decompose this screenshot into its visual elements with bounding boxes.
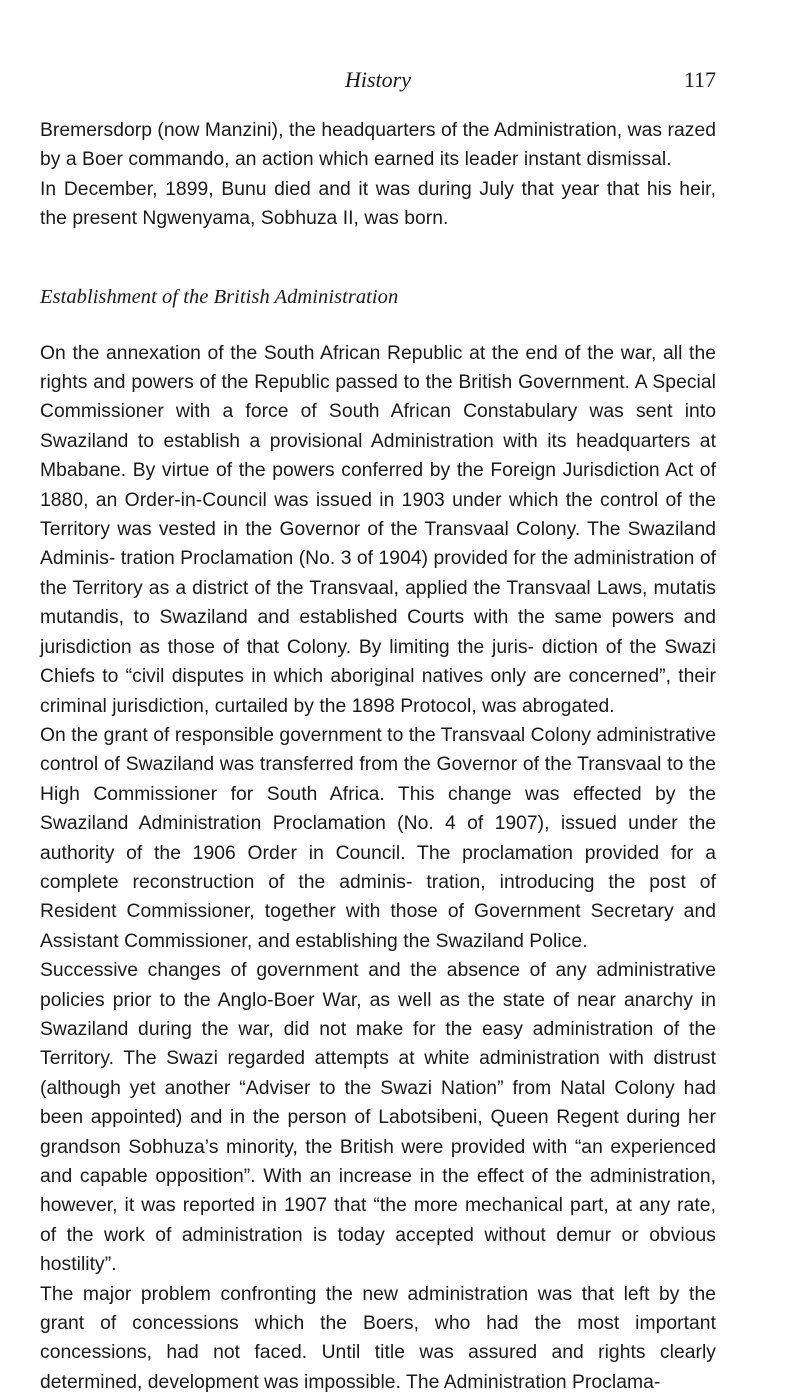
paragraph: On the annexation of the South African Republic at the end of the war, all the rights and powers of the Republic passed to the British Government. A Special Commissioner with a force of South African Constabulary was sent into Swaziland to establish a provisional Administration with its headquarters at Mbabane. By virtue of the powers conferred by the Foreign Jurisdiction Act of 1880, an Order-in-Council was issued in 1903 under which the control of the Territory was vested in the Governor of the Transvaal Colony. The Swaziland Adminis- tration Proclamation (No. 3 of 1904) provided for the administration of the Territory as a district of the Transvaal, applied the Transvaal Laws, mutatis mutandis, to Swaziland and established Courts with the same powers and jurisdiction as those of that Colony. By limiting the juris- diction of the Swazi Chiefs to “civil disputes in which aboriginal natives only are concerned”, their criminal jurisdiction, curtailed by the 1898 Protocol, was abrogated. [40,342,716,717]
body-text [40,116,716,1397]
page-number: 117 [683,67,716,92]
paragraph: In December, 1899, Bunu died and it was during July that year that his heir, the present Ngwenyama, Sobhuza II, was born. [40,178,716,230]
paragraph: The major problem confronting the new administration was that left by the grant of concessions which the Boers, who had the most important concessions, had not faced. Until title was assured and rights clearly determined, development was impossible. The Administration Proclama- [40,1283,716,1393]
section-heading: Establishment of the British Administration [40,285,399,308]
paragraph: On the grant of responsible government to the Transvaal Colony administrative control of Swaziland was transferred from the Governor of the Transvaal to the High Commissioner for South Africa. This change was effected by the Swaziland Administration Proclamation (No. 4 of 1907), issued under the authority of the 1906 Order in Council. The proclamation provided for a complete reconstruction of the adminis- tration, introducing the post of Resident Commissioner, together with those of Government Secretary and Assistant Commissioner, and establishing the Swaziland Police. [40,724,716,952]
running-head [40,65,716,95]
running-title: History [345,67,411,92]
paragraph: Bremersdorp (now Manzini), the headquarters of the Administration, was razed by a Boer commando, an action which earned its leader instant dismissal. [40,120,716,171]
paragraph: Successive changes of government and the absence of any administrative policies prior to the Anglo-Boer War, as well as the state of near anarchy in Swaziland during the war, did not make for the easy administration of the Territory. The Swazi regarded attempts at white administration with distrust (although yet another “Adviser to the Swazi Nation” from Natal Colony had been appointed) and in the person of Labotsibeni, Queen Regent during her grandson Sobhuza’s minority, the British were provided with “an experienced and capable opposition”. With an increase in the effect of the administration, however, it was reported in 1907 that “the more mechanical part, at any rate, of the work of administration is today accepted without demur or obvious hostility”. [40,960,716,1276]
